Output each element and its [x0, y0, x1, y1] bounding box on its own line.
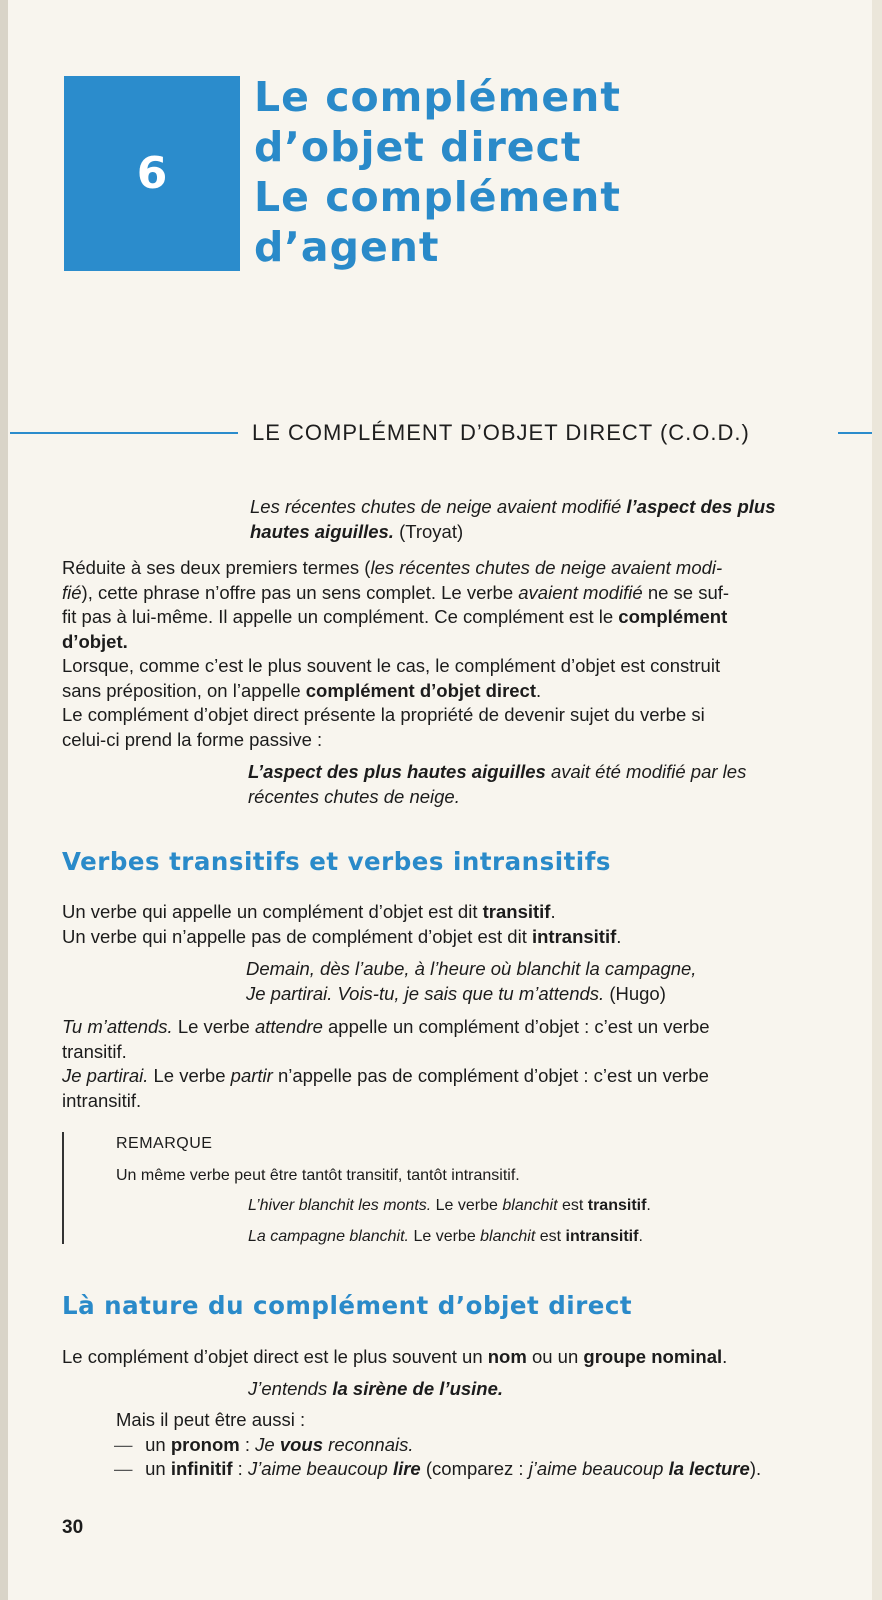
chapter-title-line: d’agent: [254, 223, 440, 271]
paragraph-passive-property: Le complément d’objet direct présente la propriété de devenir sujet du verbe si celui-ci prend la forme passive :: [62, 704, 705, 750]
list-item-pronoun: — un pronom : Je vous reconnais.: [114, 1433, 414, 1455]
chapter-title-line: Le complément: [254, 173, 621, 221]
remark-bar: [62, 1132, 64, 1244]
paragraph-nature: Le complément d’objet direct est le plus souvent un nom ou un groupe nominal.: [62, 1346, 728, 1367]
example-passive: L’aspect des plus hautes aiguilles avait été modifié par les récentes chutes de neige.: [248, 761, 747, 807]
page-number: 30: [62, 1517, 84, 1538]
chapter-number: 6: [136, 148, 168, 199]
remark-example-intransitive: La campagne blanchit. Le verbe blanchit est intransitif.: [248, 1228, 643, 1245]
chapter-title-line: Le complément: [254, 73, 621, 121]
paragraph-transitive-definition: Un verbe qui appelle un complément d’objet est dit transitif. Un verbe qui n’appelle pas de complément d’objet est dit intransitif.: [62, 901, 622, 947]
subheading-transitive-verbs: Verbes transitifs et verbes intransitifs: [62, 847, 611, 876]
chapter-title-line: d’objet direct: [254, 123, 582, 171]
paragraph-partir: Je partirai. Le verbe partir n’appelle pas de complément d’objet : c’est un verbe intransitif.: [62, 1065, 709, 1111]
list-item-infinitive: — un infinitif : J’aime beaucoup lire (comparez : j’aime beaucoup la lecture).: [114, 1458, 762, 1479]
page-edge-right: [872, 0, 882, 1600]
remark-line: Un même verbe peut être tantôt transitif, tantôt intransitif.: [116, 1167, 520, 1184]
chapter-number-box: [64, 76, 240, 271]
list-other-forms: [116, 1408, 856, 1482]
example-quote-troyat: Les récentes chutes de neige avaient modifié l’aspect des plus hautes aiguilles. (Troyat): [250, 496, 776, 542]
remark-example-transitive: L’hiver blanchit les monts. Le verbe blanchit est transitif.: [248, 1197, 651, 1214]
section-rule-left: [10, 432, 238, 434]
section-title: LE COMPLÉMENT D’OBJET DIRECT (C.O.D.): [252, 420, 750, 445]
chapter-title: [254, 72, 854, 272]
paragraph-reduced-sentence: Réduite à ses deux premiers termes (les récentes chutes de neige avaient modi- fié), cette phrase n’offre pas un sens complet. Le verbe avaient modifié ne se suf- fit pas à lui-même. Il appelle un complément. Ce complément est le complément d’objet.: [62, 557, 730, 652]
page-edge-left: [0, 0, 8, 1600]
paragraph-attendre: Tu m’attends. Le verbe attendre appelle un complément d’objet : c’est un verbe transitif.: [62, 1016, 710, 1062]
subheading-nature: Là nature du complément d’objet direct: [62, 1291, 633, 1320]
example-quote-hugo: Demain, dès l’aube, à l’heure où blanchit la campagne, Je partirai. Vois-tu, je sais que tu m’attends. (Hugo): [246, 958, 697, 1004]
remark-heading: REMARQUE: [116, 1135, 213, 1152]
example-sirene: J’entends la sirène de l’usine.: [248, 1378, 504, 1399]
section-rule-right: [838, 432, 872, 434]
list-intro: Mais il peut être aussi :: [116, 1409, 306, 1430]
paragraph-direct-object-definition: Lorsque, comme c’est le plus souvent le cas, le complément d’objet est construit sans préposition, on l’appelle complément d’objet direct.: [62, 655, 721, 701]
